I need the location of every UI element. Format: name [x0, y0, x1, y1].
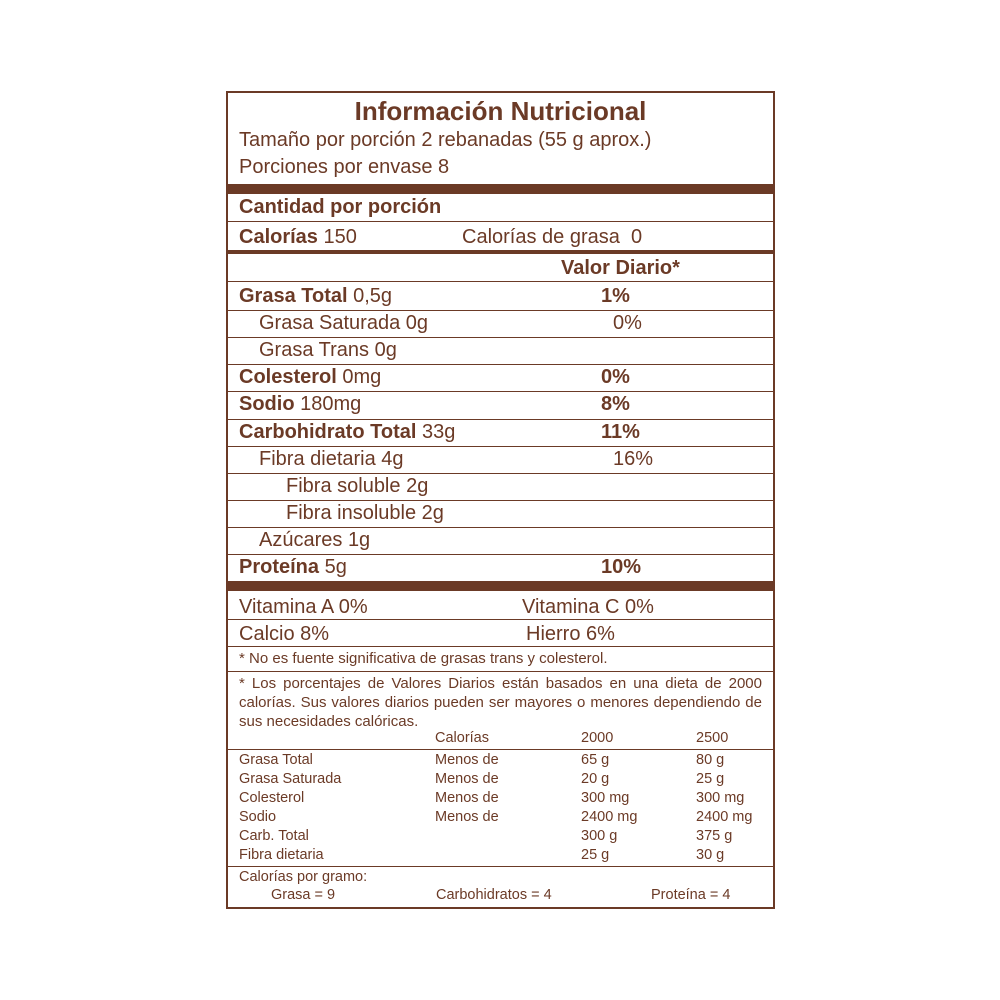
nutrient-name: [239, 391, 361, 417]
nutrient-amount: 2g: [421, 502, 444, 524]
nutrient-name: [239, 283, 392, 309]
protein-per-gram: Proteína = 4: [651, 887, 731, 903]
nutrition-facts-label: [226, 91, 775, 909]
divider: [228, 671, 773, 672]
vitamin-c: Vitamina C 0%: [522, 596, 654, 618]
nutrient-daily-value: 8%: [601, 393, 630, 415]
nutrient-amount: 1g: [347, 529, 371, 551]
fat-per-gram: Grasa = 9: [271, 887, 336, 903]
nutrient-amount: 4g: [381, 448, 404, 470]
table-cell: Fibra dietaria: [239, 847, 324, 863]
table-cell: 80 g: [696, 752, 725, 768]
table-cell: Grasa Total: [239, 752, 313, 768]
nutrient-daily-value: 11%: [601, 421, 640, 443]
calories-value: 150: [323, 226, 357, 248]
table-cell: 300 mg: [696, 790, 745, 806]
table-cell: Calorías: [435, 730, 489, 746]
nutrient-name: [259, 446, 404, 472]
table-cell: 30 g: [696, 847, 725, 863]
table-cell: Menos de: [435, 771, 499, 787]
nutrient-daily-value: 0%: [601, 366, 630, 388]
daily-value-header: Valor Diario*: [561, 257, 680, 279]
nutrient-name: [239, 419, 455, 445]
nutrient-amount: 2g: [406, 475, 429, 497]
nutrient-label: Grasa Trans: [259, 339, 370, 361]
nutrient-label: Grasa Total: [239, 285, 348, 307]
nutrient-name: [259, 337, 397, 363]
divider: [228, 646, 773, 647]
divider: [228, 749, 773, 750]
serving-size: Tamaño por porción 2 rebanadas (55 g aprox.): [239, 129, 652, 151]
table-cell: 375 g: [696, 828, 733, 844]
table-cell: Grasa Saturada: [239, 771, 342, 787]
nutrient-label: Azúcares: [259, 529, 343, 551]
nutrient-amount: 0mg: [342, 366, 382, 388]
table-cell: Carb. Total: [239, 828, 309, 844]
fat-calories-label: Calorías de grasa: [462, 226, 620, 248]
nutrient-label: Fibra insoluble: [286, 502, 417, 524]
table-cell: Menos de: [435, 790, 499, 806]
nutrient-daily-value: 16%: [613, 448, 654, 470]
iron: Hierro 6%: [526, 623, 615, 645]
amount-per-serving: Cantidad por porción: [239, 196, 442, 218]
nutrient-label: Sodio: [239, 393, 295, 415]
nutrient-label: Grasa Saturada: [259, 312, 401, 334]
divider: [228, 866, 773, 867]
nutrient-label: Colesterol: [239, 366, 337, 388]
table-cell: 20 g: [581, 771, 610, 787]
table-cell: 2000: [581, 730, 614, 746]
daily-value-footnote: * Los porcentajes de Valores Diarios están basados en una dieta de 2000 calorías. Sus valores diarios pueden ser mayores o menores dependiendo de sus necesidades calóricas.: [239, 675, 762, 730]
table-cell: 2400 mg: [696, 809, 753, 825]
calories-per-gram-label: Calorías por gramo:: [239, 869, 368, 885]
table-cell: 25 g: [581, 847, 610, 863]
nutrient-amount: 180mg: [300, 393, 362, 415]
nutrient-name: [259, 310, 428, 336]
calories-label: Calorías: [239, 226, 318, 248]
nutrient-name: [259, 527, 370, 553]
nutrient-amount: 0,5g: [353, 285, 393, 307]
divider: [228, 619, 773, 620]
carbs-per-gram: Carbohidratos = 4: [436, 887, 552, 903]
table-cell: 300 mg: [581, 790, 630, 806]
table-cell: 300 g: [581, 828, 618, 844]
nutrient-daily-value: 0%: [613, 312, 642, 334]
nutrient-label: Fibra dietaria: [259, 448, 376, 470]
table-cell: 65 g: [581, 752, 610, 768]
nutrient-name: [239, 554, 347, 580]
table-cell: Menos de: [435, 809, 499, 825]
nutrient-amount: 33g: [421, 421, 456, 443]
table-cell: Sodio: [239, 809, 277, 825]
divider: [228, 281, 773, 282]
servings-per-container: Porciones por envase 8: [239, 156, 450, 178]
nutrient-name: [286, 500, 444, 526]
table-cell: Menos de: [435, 752, 499, 768]
divider: [228, 184, 773, 194]
vitamin-a: Vitamina A 0%: [239, 596, 368, 618]
nutrient-daily-value: 1%: [601, 285, 630, 307]
label-title: Información Nutricional: [354, 96, 647, 126]
divider: [228, 221, 773, 222]
table-cell: 25 g: [696, 771, 725, 787]
nutrient-label: Fibra soluble: [286, 475, 401, 497]
trans-fat-note: * No es fuente significativa de grasas trans y colesterol.: [239, 650, 608, 667]
divider: [228, 581, 773, 591]
nutrient-label: Carbohidrato Total: [239, 421, 417, 443]
table-cell: Colesterol: [239, 790, 305, 806]
nutrient-label: Proteína: [239, 556, 320, 578]
nutrient-amount: 0g: [374, 339, 397, 361]
table-cell: 2400 mg: [581, 809, 638, 825]
nutrient-amount: 0g: [405, 312, 429, 334]
calcium: Calcio 8%: [239, 623, 330, 645]
nutrient-name: [239, 364, 381, 390]
divider: [228, 250, 773, 254]
table-cell: 2500: [696, 730, 729, 746]
nutrient-name: [286, 473, 428, 499]
nutrient-daily-value: 10%: [601, 556, 642, 578]
nutrient-amount: 5g: [324, 556, 347, 578]
fat-calories-value: 0: [631, 226, 643, 248]
